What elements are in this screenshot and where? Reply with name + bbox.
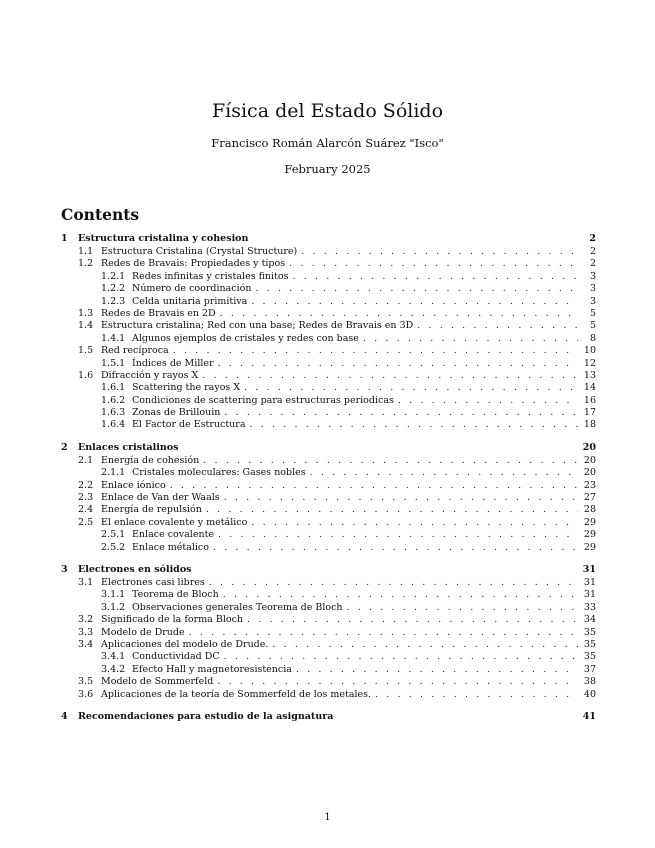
section-title: Estructura cristalina; Red con una base; Redes de Bravais en 3D [101,320,414,332]
dot-leader [296,664,578,676]
dot-leader [206,504,578,516]
subsection-page: 3 [589,283,596,295]
dot-leader [203,455,578,467]
chapter-title: Electrones en sólidos [78,563,192,575]
section-title: Difracción y rayos X [101,369,199,381]
section-page: 2 [589,246,596,257]
toc-subsection-1-6-1[interactable] [61,382,596,394]
subsection-page: 14 [583,382,596,394]
dot-leader [251,296,578,308]
section-number: 1.6 [78,369,94,381]
section-page: 5 [589,307,596,319]
section-title: Aplicaciones del modelo de Drude. [101,638,269,650]
section-page: 28 [583,504,596,516]
dot-leader [220,308,578,320]
subsection-number: 3.4.2 [101,663,126,675]
toc-subsection-2-1-1[interactable] [61,467,596,479]
section-number: 2.5 [78,516,94,528]
dot-leader [363,333,578,345]
toc-section-1-4[interactable] [61,320,596,332]
chapter-title: Estructura cristalina y cohesion [78,233,249,244]
chapter-page: 20 [582,441,596,453]
dot-leader [223,589,578,601]
subsection-title: Efecto Hall y magnetoresistencia [132,663,292,675]
subsection-title: El Factor de Estructura [132,419,246,431]
section-title: El enlace covalente y metálico [101,516,248,528]
subsection-page: 3 [589,270,596,282]
subsection-page: 16 [583,394,596,406]
section-title: Estructura Cristalina (Crystal Structure) [101,246,298,257]
toc-chapter-4[interactable] [61,710,596,724]
section-page: 2 [589,258,596,270]
toc-subsection-1-6-4[interactable] [61,419,596,431]
dot-leader [213,542,578,554]
subsection-page: 20 [583,467,596,479]
subsection-page: 35 [583,651,596,663]
dot-leader [347,602,578,614]
section-page: 5 [589,320,596,332]
subsection-title: Scattering the rayos X [132,382,241,394]
subsection-number: 1.2.2 [101,283,126,295]
toc-subsection-1-5-1[interactable] [61,358,596,370]
dot-leader [251,517,578,529]
section-number: 1.1 [78,246,94,257]
section-number: 3.1 [78,576,94,588]
section-title: Energía de repulsión [101,504,202,516]
section-title: Red recíproca [101,345,169,357]
subsection-title: Celda unitaria primitiva [132,295,248,307]
dot-leader [217,676,578,688]
toc-section-3-4[interactable] [61,639,596,651]
subsection-number: 1.6.1 [101,382,126,394]
dot-leader [170,480,578,492]
section-page: 38 [583,676,596,688]
toc-subsection-3-4-1[interactable] [61,651,596,663]
toc-section-2-4[interactable] [61,504,596,516]
dot-leader [218,529,578,541]
toc-section-3-6[interactable] [61,689,596,701]
section-number: 1.4 [78,320,94,332]
section-page: 20 [583,454,596,466]
toc-section-1-1[interactable] [61,246,596,258]
section-title: Enlace iónico [101,479,166,491]
chapter-page: 41 [582,710,596,722]
subsection-number: 1.2.3 [101,295,126,307]
dot-leader [301,246,578,258]
subsection-page: 29 [583,541,596,553]
chapter-number: 3 [61,563,68,575]
section-page: 34 [583,614,596,626]
subsection-number: 2.5.2 [101,541,126,553]
chapter-number: 2 [61,441,68,453]
dot-leader [250,419,579,431]
section-title: Redes de Bravais en 2D [101,307,216,319]
section-number: 2.1 [78,454,94,466]
subsection-title: Condiciones de scattering para estructuras periodicas [132,394,394,406]
document-title: Física del Estado Sólido [211,100,444,122]
dot-leader [224,492,578,504]
toc-subsection-3-1-2[interactable] [61,602,596,614]
toc-subsection-1-6-3[interactable] [61,407,596,419]
chapter-title: Enlaces cristalinos [78,441,179,453]
dot-leader [224,407,578,419]
dot-leader [189,627,578,639]
toc-subsection-1-4-1[interactable] [61,333,596,345]
dot-leader [244,382,578,394]
toc-subsection-2-5-2[interactable] [61,542,596,554]
subsection-number: 3.1.1 [101,589,126,601]
chapter-number: 4 [61,710,68,722]
toc-section-3-1[interactable] [61,577,596,589]
section-title: Enlace de Van der Waals [101,492,220,504]
section-number: 3.6 [78,688,94,700]
section-title: Electrones casi libres [101,576,205,588]
subsection-title: Índices de Miller [132,357,214,369]
subsection-title: Número de coordinación [132,283,252,295]
section-number: 1.5 [78,345,94,357]
chapter-title: Recomendaciones para estudio de la asignatura [78,710,334,722]
section-page: 35 [583,626,596,638]
chapter-page: 2 [589,233,596,244]
toc-section-1-2[interactable] [61,258,596,270]
section-page: 31 [583,576,596,588]
dot-leader [209,577,578,589]
toc-subsection-1-6-2[interactable] [61,395,596,407]
section-title: Modelo de Drude [101,626,185,638]
toc-section-3-5[interactable] [61,676,596,688]
toc-chapter-3[interactable] [61,563,596,577]
section-page: 40 [583,688,596,700]
section-page: 35 [583,638,596,650]
subsection-number: 3.1.2 [101,601,126,613]
chapter-number: 1 [61,233,68,244]
subsection-number: 2.1.1 [101,467,126,479]
section-title: Energía de cohesión [101,454,200,466]
toc-section-3-3[interactable] [61,627,596,639]
subsection-title: Observaciones generales Teorema de Bloch [132,601,343,613]
subsection-page: 31 [583,589,596,601]
dot-leader [398,395,578,407]
toc-section-1-5[interactable] [61,345,596,357]
toc-subsection-1-2-3[interactable] [61,296,596,308]
dot-leader [247,614,578,626]
subsection-title: Enlace métalico [132,541,209,553]
toc-section-2-1[interactable] [61,455,596,467]
section-number: 2.4 [78,504,94,516]
toc-subsection-1-2-1[interactable] [61,271,596,283]
dot-leader [310,467,578,479]
toc-subsection-1-2-2[interactable] [61,283,596,295]
document-author: Francisco Román Alarcón Suárez "Isco" [211,136,444,150]
section-number: 2.2 [78,479,94,491]
toc-section-3-2[interactable] [61,614,596,626]
chapter-page: 31 [582,563,596,575]
document-date: February 2025 [284,162,371,176]
section-number: 3.3 [78,626,94,638]
subsection-number: 1.2.1 [101,270,126,282]
dot-leader [289,258,578,270]
dot-leader [293,271,578,283]
contents-heading: Contents [61,205,140,224]
section-number: 3.2 [78,614,94,626]
subsection-page: 8 [589,332,596,344]
toc-subsection-2-5-1[interactable] [61,529,596,541]
dot-leader [218,358,578,370]
subsection-title: Zonas de Brillouin [132,407,221,419]
section-title: Redes de Bravais: Propiedades y tipos [101,258,286,270]
toc-section-2-2[interactable] [61,480,596,492]
subsection-number: 1.5.1 [101,357,126,369]
subsection-title: Conductividad DC [132,651,220,663]
subsection-title: Cristales moleculares: Gases nobles [132,467,306,479]
table-of-contents [61,232,596,724]
section-page: 29 [583,516,596,528]
section-number: 1.3 [78,307,94,319]
subsection-title: Teorema de Bloch [132,589,219,601]
dot-leader [173,345,578,357]
toc-section-2-5[interactable] [61,517,596,529]
subsection-number: 1.6.2 [101,394,126,406]
subsection-title: Algunos ejemplos de cristales y redes con base [132,332,359,344]
toc-chapter-1[interactable] [61,232,596,246]
section-number: 2.3 [78,492,94,504]
toc-subsection-3-4-2[interactable] [61,664,596,676]
subsection-page: 12 [583,357,596,369]
page-number: 1 [324,812,331,823]
subsection-number: 3.4.1 [101,651,126,663]
subsection-page: 37 [583,663,596,675]
toc-section-2-3[interactable] [61,492,596,504]
toc-section-1-6[interactable] [61,370,596,382]
subsection-title: Enlace covalente [132,529,215,541]
section-page: 10 [583,345,596,357]
dot-leader [417,320,578,332]
subsection-number: 1.4.1 [101,332,126,344]
toc-subsection-3-1-1[interactable] [61,589,596,601]
dot-leader [202,370,578,382]
section-number: 3.4 [78,638,94,650]
section-page: 23 [583,479,596,491]
section-title: Aplicaciones de la teoría de Sommerfeld de los metales. [101,688,372,700]
subsection-page: 18 [583,419,596,431]
dot-leader [272,639,578,651]
section-title: Modelo de Sommerfeld [101,676,214,688]
subsection-title: Redes infinitas y cristales finitos [132,270,289,282]
subsection-number: 2.5.1 [101,529,126,541]
subsection-page: 17 [583,407,596,419]
subsection-page: 33 [583,601,596,613]
section-number: 3.5 [78,676,94,688]
section-title: Significado de la forma Bloch [101,614,244,626]
subsection-page: 29 [583,529,596,541]
dot-leader [224,651,578,663]
section-number: 1.2 [78,258,94,270]
toc-section-1-3[interactable] [61,308,596,320]
section-page: 13 [583,369,596,381]
dot-leader [375,689,578,701]
subsection-page: 3 [589,295,596,307]
subsection-number: 1.6.3 [101,407,126,419]
dot-leader [255,283,578,295]
toc-chapter-2[interactable] [61,441,596,455]
subsection-number: 1.6.4 [101,419,126,431]
section-page: 27 [583,492,596,504]
